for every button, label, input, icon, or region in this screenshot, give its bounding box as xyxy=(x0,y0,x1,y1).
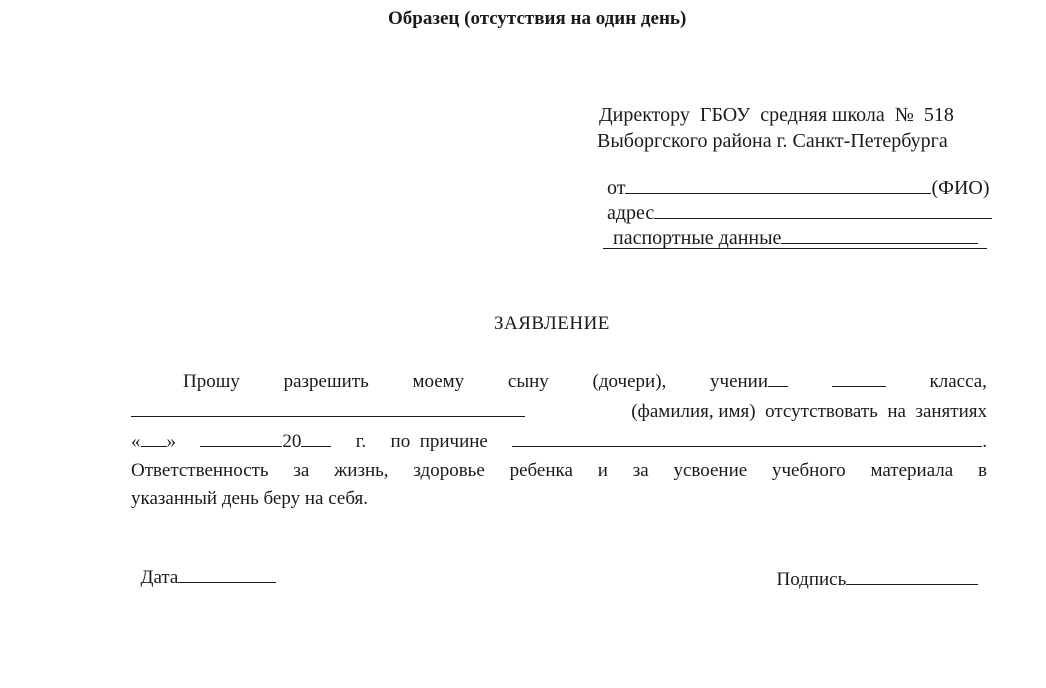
period: . xyxy=(982,431,987,452)
year-suffix: г. xyxy=(355,431,367,452)
body-row-3 xyxy=(131,430,987,453)
body-row-1 xyxy=(183,370,987,393)
reason-group xyxy=(512,430,987,453)
addressee-line-1: Директору ГБОУ средняя школа № 518 xyxy=(599,104,954,126)
body-row-5: указанный день беру на себя. xyxy=(131,488,368,509)
uchenii-blank[interactable] xyxy=(768,370,788,387)
passport-label: паспортные данные xyxy=(613,227,782,249)
date-label: Дата xyxy=(140,567,179,588)
date-blank[interactable] xyxy=(178,566,276,583)
word-moemu: моему xyxy=(412,371,465,392)
passport-row xyxy=(603,205,978,249)
word-synu: сыну xyxy=(507,371,549,392)
student-name-blank[interactable] xyxy=(131,400,525,417)
month-year-group xyxy=(200,430,331,453)
word-proshu: Прошу xyxy=(183,371,240,392)
word-razreshit: разрешить xyxy=(283,371,369,392)
month-blank[interactable] xyxy=(200,430,282,447)
statement-title: ЗАЯВЛЕНИЕ xyxy=(494,313,610,334)
signature-label: Подпись xyxy=(776,569,847,590)
date-quote-group xyxy=(131,430,176,453)
word-klassa: класса, xyxy=(929,371,987,392)
date-row xyxy=(131,544,276,589)
signature-blank[interactable] xyxy=(846,568,978,585)
year-blank[interactable] xyxy=(301,430,331,447)
student-group xyxy=(710,370,788,393)
body-row-2 xyxy=(131,400,987,423)
from-label: от xyxy=(607,177,626,199)
passport-blank-2[interactable] xyxy=(603,248,987,249)
body-row-4: Ответственность за жизнь, здоровье ребенка и за усвоение учебного материала в xyxy=(131,460,987,481)
row2-rest-text: (фамилия, имя) отсутствовать на занятиях xyxy=(631,401,987,422)
class-blank[interactable] xyxy=(832,370,886,387)
quote-close: » xyxy=(166,431,176,452)
passport-blank[interactable] xyxy=(781,227,978,244)
addressee-line-2: Выборгского района г. Санкт-Петербурга xyxy=(597,130,948,152)
word-docheri: (дочери), xyxy=(592,371,667,392)
word-uchenii: учении xyxy=(710,371,769,392)
reason-blank[interactable] xyxy=(512,430,982,447)
fio-label: (ФИО) xyxy=(931,177,990,199)
year-prefix: 20 xyxy=(282,431,302,452)
document-title: Образец (отсутствия на один день) xyxy=(388,8,687,29)
quote-open: « xyxy=(131,431,141,452)
reason-label: по причине xyxy=(390,431,488,452)
day-blank[interactable] xyxy=(141,430,167,447)
signature-row xyxy=(767,546,978,591)
address-label: адрес xyxy=(607,202,655,224)
